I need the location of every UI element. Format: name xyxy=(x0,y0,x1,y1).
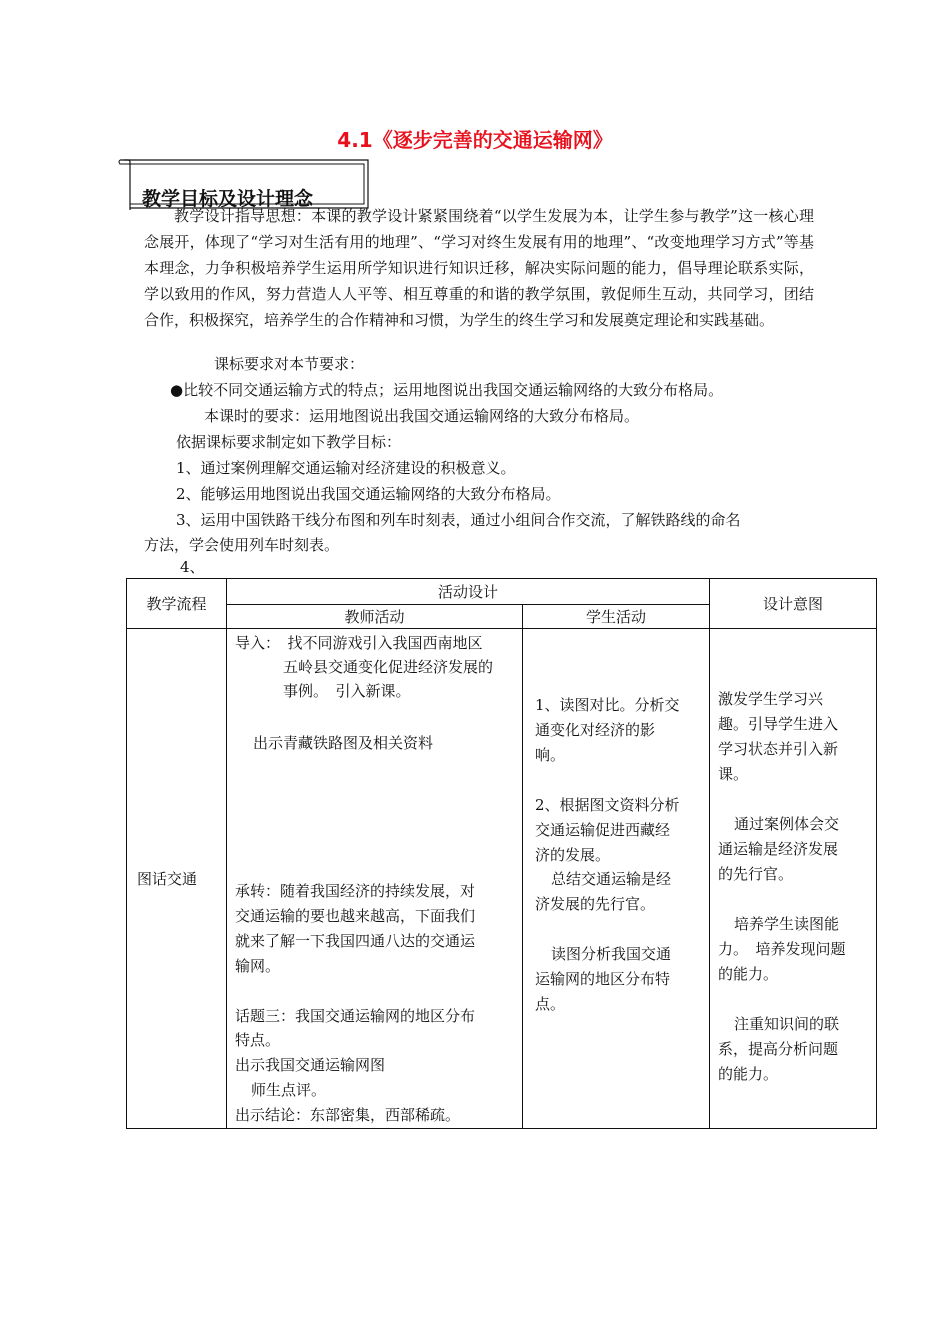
flow-cell: 图话交通 xyxy=(127,629,227,1129)
student-line: 点。 xyxy=(535,995,566,1013)
teacher-line: 承转：随着我国经济的持续发展，对 xyxy=(235,882,476,900)
objective-item: 方法，学会使用列车时刻表。 xyxy=(144,536,340,554)
student-line: 响。 xyxy=(535,746,566,764)
student-line: 运输网的地区分布特 xyxy=(535,970,671,988)
teacher-line: 出示我国交通运输网图 xyxy=(235,1056,386,1074)
curriculum-label: 课标要求对本节要求： xyxy=(214,355,365,373)
student-line: 通变化对经济的影 xyxy=(535,721,656,739)
objectives-intro: 依据课标要求制定如下教学目标： xyxy=(176,433,402,451)
intent-line: 通过案例体会交 xyxy=(734,815,840,833)
header-student: 学生活动 xyxy=(523,605,710,629)
intro-paragraph: 教学设计指导思想：本课的教学设计紧紧围绕着“以学生发展为本，让学生参与教学”这一核心理念展开，体现了“学习对生活有用的地理”、“学习对终生发展有用的地理”、“改变地理学习方式”等基本理念，力争积极培养学生运用所学知识进行知识迁移，解决实际问题的能力，倡导理论联系实际，学以致用的作风，努力营造人人平等、相互尊重的和谐的教学氛围，敦促师生互动，共同学习，团结合作，积极探究，培养学生的合作精神和习惯，为学生的终生学习和发展奠定理论和实践基础。 xyxy=(144,207,814,329)
student-line: 总结交通运输是经 xyxy=(551,870,672,888)
teacher-line: 五岭县交通变化促进经济发展的 xyxy=(283,658,494,676)
intent-line: 的能力。 xyxy=(718,1065,779,1083)
header-teacher: 教师活动 xyxy=(227,605,523,629)
objective-item: 2、能够运用地图说出我国交通运输网络的大致分布格局。 xyxy=(176,485,561,503)
intent-cell xyxy=(710,629,877,1129)
intent-line: 培养学生读图能 xyxy=(734,915,840,933)
teacher-line: 输网。 xyxy=(235,957,281,975)
curriculum-bullet: ●比较不同交通运输方式的特点；运用地图说出我国交通运输网络的大致分布格局。 xyxy=(170,381,724,399)
intent-line: 学习状态并引入新 xyxy=(718,740,839,758)
teacher-line: 话题三：我国交通运输网的地区分布 xyxy=(235,1007,476,1025)
intent-line: 注重知识间的联 xyxy=(734,1015,840,1033)
objective-item: 3、运用中国铁路干线分布图和列车时刻表，通过小组间合作交流，了解铁路线的命名 xyxy=(176,511,741,529)
header-intent: 设计意图 xyxy=(710,579,877,629)
header-activity: 活动设计 xyxy=(227,579,710,605)
student-cell xyxy=(523,629,710,1129)
intent-line: 的先行官。 xyxy=(718,865,794,883)
teacher-line: 师生点评。 xyxy=(251,1081,327,1099)
teacher-line: 出示青藏铁路图及相关资料 xyxy=(253,734,434,752)
teacher-line: 出示结论：东部密集，西部稀疏。 xyxy=(235,1106,461,1124)
intent-line: 系，提高分析问题 xyxy=(718,1040,839,1058)
intent-line: 力。 培养发现问题 xyxy=(718,940,846,958)
teacher-line: 就来了解一下我国四通八达的交通运 xyxy=(235,932,476,950)
teacher-cell xyxy=(227,629,523,1129)
teacher-line: 特点。 xyxy=(235,1031,281,1049)
student-line: 1、读图对比。分析交 xyxy=(535,696,680,714)
page-title: 4.1《逐步完善的交通运输网》 xyxy=(337,128,613,152)
student-line: 读图分析我国交通 xyxy=(551,945,672,963)
intent-line: 课。 xyxy=(718,765,749,783)
student-line: 交通运输促进西藏经 xyxy=(535,821,671,839)
intent-line: 趣。引导学生进入 xyxy=(718,715,839,733)
teacher-line: 交通运输的要也越来越高，下面我们 xyxy=(235,907,476,925)
student-line: 2、根据图文资料分析 xyxy=(535,796,680,814)
intent-line: 通运输是经济发展 xyxy=(718,840,839,858)
lesson-requirement: 本课时的要求：运用地图说出我国交通运输网络的大致分布格局。 xyxy=(204,407,640,425)
objective-item: 4、 xyxy=(180,558,205,576)
lesson-flow-table xyxy=(126,578,877,1129)
student-line: 济的发展。 xyxy=(535,846,611,864)
header-flow: 教学流程 xyxy=(127,579,227,629)
intent-line: 激发学生学习兴 xyxy=(718,690,824,708)
section-heading: 教学目标及设计理念 xyxy=(142,188,314,210)
intent-line: 的能力。 xyxy=(718,965,779,983)
teacher-line: 导入： 找不同游戏引入我国西南地区 xyxy=(235,634,483,652)
teacher-line: 事例。 引入新课。 xyxy=(283,682,411,700)
objective-item: 1、通过案例理解交通运输对经济建设的积极意义。 xyxy=(176,459,516,477)
student-line: 济发展的先行官。 xyxy=(535,895,656,913)
